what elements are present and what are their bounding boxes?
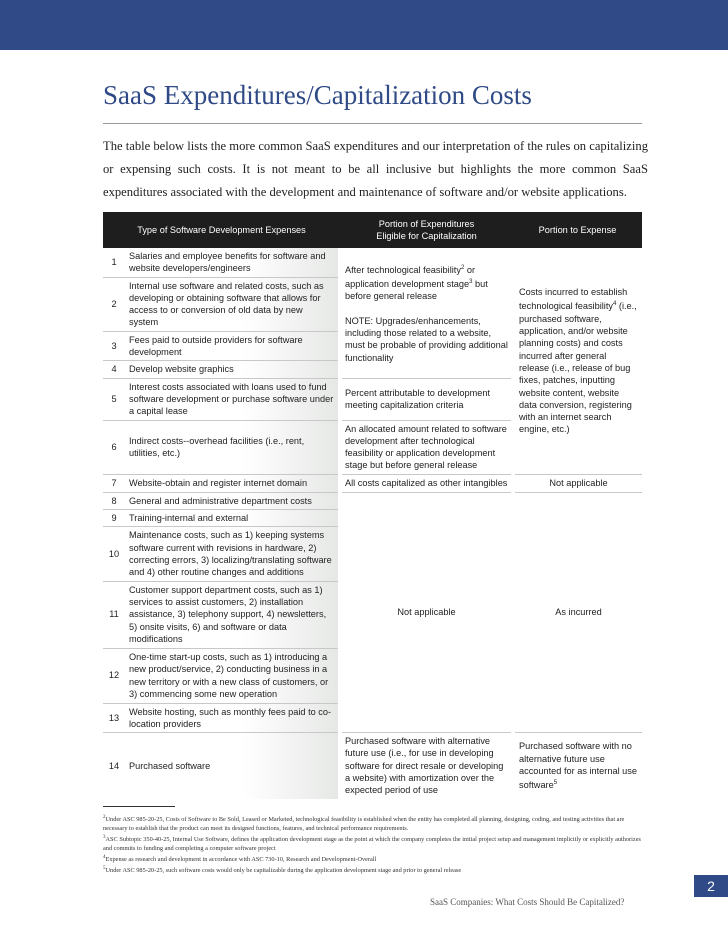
portion-text-c: but before general release [345, 279, 488, 302]
row-number: 5 [103, 378, 125, 420]
footnote [103, 813, 648, 833]
row-description: One-time start-up costs, such as 1) introducing a new product/service, 2) conducting business in a new territory or with a new class of customers, or 3) commencing some new operation [125, 648, 340, 703]
footnote [103, 864, 648, 875]
row-description: Training-internal and external [125, 510, 340, 527]
footnote-text: Expense as research and development in accordance with ASC 730-10, Research and Development-Overall [105, 856, 377, 864]
footnote [103, 853, 648, 864]
expense-cell-rows-8-13: As incurred [513, 492, 642, 732]
row-number: 3 [103, 331, 125, 361]
title-divider [103, 123, 642, 124]
row-description: Develop website graphics [125, 361, 340, 378]
footnote-text: ASC Subtopic 350-40-25, Internal Use Software, defines the application development stage as the point at which the company completes the initial project setup and management implicitly or explicitly authorizes and commits to funding and completing a computer software project [103, 836, 641, 853]
row-number: 13 [103, 703, 125, 733]
row-description: General and administrative department costs [125, 492, 340, 509]
row-number: 4 [103, 361, 125, 378]
table-row [103, 733, 642, 799]
row-description: Internal use software and related costs, such as developing or obtaining software that allows for access to or conversion of old data by new system [125, 277, 340, 331]
row-description: Fees paid to outside providers for software development [125, 331, 340, 361]
footnote-number: 5 [103, 866, 106, 872]
row-number: 14 [108, 760, 120, 771]
footnote-number: 4 [103, 855, 106, 861]
row-number: 2 [103, 277, 125, 331]
header-portion-line1: Portion of Expenditures [378, 218, 475, 229]
row-description: Website hosting, such as monthly fees paid to co-location providers [125, 703, 340, 733]
row-number: 1 [103, 248, 125, 277]
expense-cell-rows-1-6 [513, 248, 642, 474]
footnote-ref: 2 [460, 264, 465, 271]
row-description: Purchased software [125, 733, 340, 799]
table-row [103, 492, 642, 509]
expense-text-row-14: Purchased software with no alternative future use accounted for as internal use software [519, 741, 637, 791]
portion-note: NOTE: Upgrades/enhancements, including those related to a website, must be probable of providing additional functionality [345, 315, 508, 363]
row-description: Customer support department costs, such as 1) services to assist customers, 2) installation assistance, 3) telephony support, 4) newsletters, 5) onsite visits, 6) and software or data modifications [125, 581, 340, 648]
portion-cell-rows-1-4 [340, 248, 513, 378]
header-expense: Portion to Expense [513, 212, 642, 248]
row-description: Interest costs associated with loans used to fund software development or purchase software under a capital lease [125, 378, 340, 420]
footnote-number: 3 [103, 835, 106, 841]
portion-cell-row-5: Percent attributable to development meeting capitalization criteria [340, 378, 513, 420]
row-number: 9 [103, 510, 125, 527]
portion-cell-rows-8-13: Not applicable [340, 492, 513, 732]
row-number: 11 [103, 581, 125, 648]
intro-paragraph [103, 135, 648, 204]
header-portion [340, 212, 513, 248]
portion-cell-row-7: All costs capitalized as other intangibles [340, 474, 513, 492]
intro-text: The table below lists the more common SaaS expenditures and our interpretation of the rules on capitalizing or expensing such costs. It is not meant to be all inclusive but highlights the more common SaaS expenditures associated with the development and maintenance of software and/or website applications. [103, 139, 648, 199]
row-number: 8 [103, 492, 125, 509]
row-description: Website-obtain and register internet domain [125, 474, 340, 492]
footnote-number: 2 [103, 815, 106, 820]
footnote-text: Under ASC 985-20-25, Costs of Software to Be Sold, Leased or Marketed, technological feasibility is established when the entity has completed all planning, designing, coding, and testing activities that are necessary to establish that the product can meet its designed functions, features, and technical performance requirements. [103, 816, 625, 833]
page-title: SaaS Expenditures/Capitalization Costs [103, 80, 532, 110]
footnote [103, 833, 648, 853]
header-type: Type of Software Development Expenses [103, 212, 340, 248]
page-number: 2 [694, 875, 728, 897]
row-description: Salaries and employee benefits for software and website developers/engineers [125, 248, 340, 277]
footnote-text: Under ASC 985-20-25, such software costs would only be capitalizable during the application development stage and prior to general release [105, 867, 462, 875]
table-row [103, 248, 642, 277]
header-portion-line2: Eligible for Capitalization [376, 231, 477, 241]
table-header-row [103, 212, 642, 248]
row-number: 6 [103, 420, 125, 474]
row-description: Indirect costs--overhead facilities (i.e., rent, utilities, etc.) [125, 420, 340, 474]
table-row [103, 474, 642, 492]
row-number: 12 [103, 648, 125, 703]
expense-cell-row-7: Not applicable [513, 474, 642, 492]
row-number: 10 [103, 527, 125, 581]
row-description: Maintenance costs, such as 1) keeping systems software current with revisions in hardware, 2) correcting errors, 3) localizing/translating software and 4) other routine changes and additions [125, 527, 340, 581]
portion-text-b: or application development stage [345, 264, 476, 290]
footnote-ref: 5 [553, 780, 558, 787]
expense-text-b: (i.e., purchased software, application, and/or website planning costs) and costs incurred after general release (i.e., release of bug fixes, patches, inputting website content, website data conversion, registering with an internet search engine, etc.) [519, 301, 637, 435]
footer-text: SaaS Companies: What Costs Should Be Capitalized? [430, 897, 625, 907]
portion-text-a: After technological feasibility [345, 264, 461, 275]
footnotes [103, 813, 648, 875]
footnote-divider [103, 806, 175, 807]
portion-cell-row-6: An allocated amount related to software development after technological feasibility or application development stage but before general release [340, 420, 513, 474]
footnote-ref: 4 [612, 301, 617, 308]
expense-text-a: Costs incurred to establish technological feasibility [519, 287, 628, 312]
row-number: 7 [103, 474, 125, 492]
header-bar [0, 0, 728, 50]
expense-cell-row-14 [513, 733, 642, 799]
portion-cell-row-14: Purchased software with alternative future use (i.e., for use in developing software for direct resale or developing a website) with amortization over the expected period of use [340, 733, 513, 799]
footnote-ref: 3 [469, 279, 473, 286]
expenditures-table [103, 212, 642, 799]
